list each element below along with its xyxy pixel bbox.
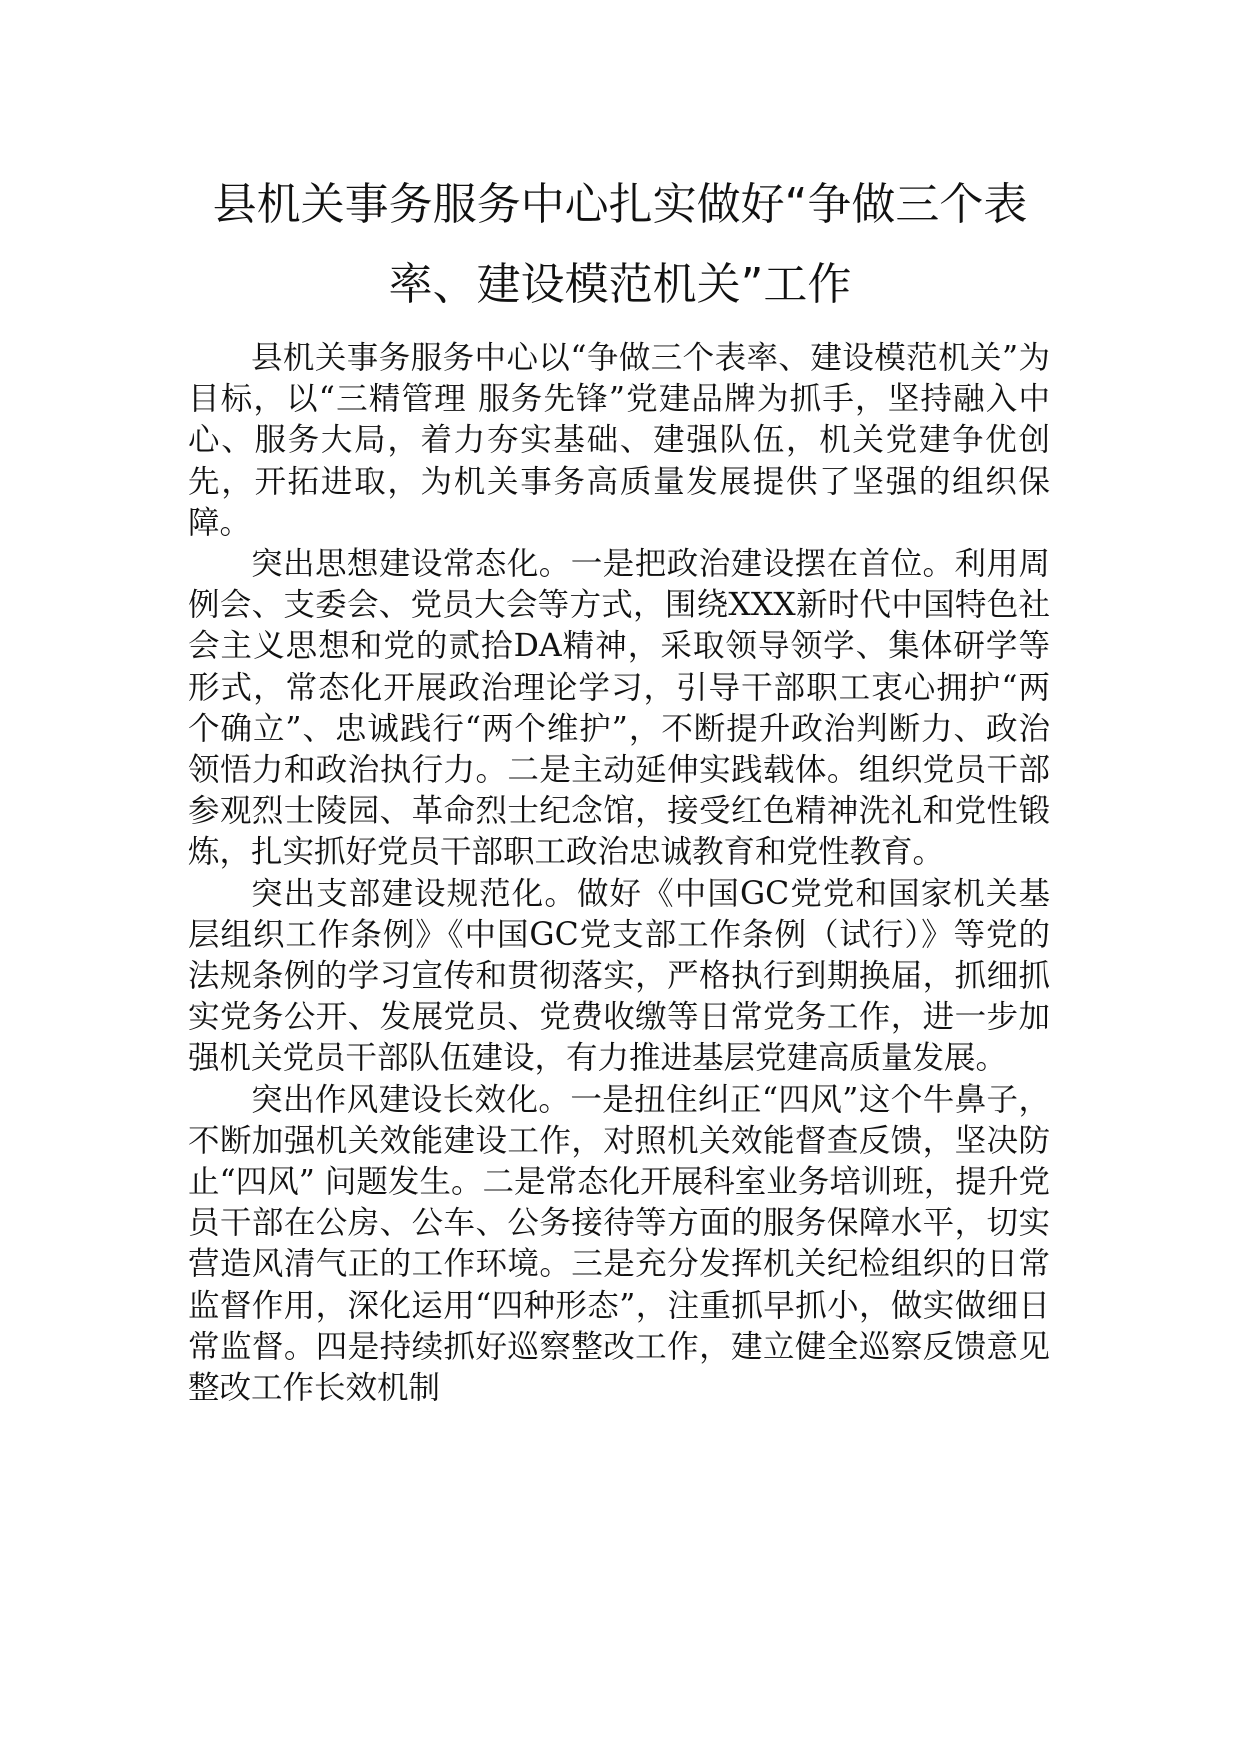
paragraph-branch-building: 突出支部建设规范化。做好《中国GC党党和国家机关基层组织工作条例》《中国GC党支部工作条例（试行）》等党的法规条例的学习宣传和贯彻落实，严格执行到期换届，抓细抓实党务公开、发展党员、党费收缴等日常党务工作，进一步加强机关党员干部队伍建设，有力推进基层党建高质量发展。 [188,875,1050,1077]
paragraph-work-style-building: 突出作风建设长效化。一是扭住纠正“四风”这个牛鼻子，不断加强机关效能建设工作，对照机关效能督查反馈，坚决防止“四风” 问题发生。二是常态化开展科室业务培训班，提升党员干部在公房、公车、公务接待等方面的服务保障水平，切实营造风清气正的工作环境。三是充分发挥机关纪检组织的日常监督作用，深化运用“四种形态”，注重抓早抓小，做实做细日常监督。四是持续抓好巡察整改工作，建立健全巡察反馈意见整改工作长效机制 [188,1081,1050,1407]
paragraph-intro: 县机关事务服务中心以“争做三个表率、建设模范机关”为目标，以“三精管理 服务先锋”党建品牌为抓手，坚持融入中心、服务大局，着力夯实基础、建强队伍，机关党建争优创先，开拓进取，为机关事务高质量发展提供了坚强的组织保障。 [188,340,1050,541]
document-title: 县机关事务服务中心扎实做好“争做三个表率、建设模范机关”工作 [212,179,1028,310]
document-body [188,338,1050,1409]
paragraph-ideological-building: 突出思想建设常态化。一是把政治建设摆在首位。利用周例会、支委会、党员大会等方式，围绕XXX新时代中国特色社会主义思想和党的贰拾DA精神，采取领导领学、集体研学等形式，常态化开展政治理论学习，引导干部职工衷心拥护“两个确立”、忠诚践行“两个维护”，不断提升政治判断力、政治领悟力和政治执行力。二是主动延伸实践载体。组织党员干部参观烈士陵园、革命烈士纪念馆，接受红色精神洗礼和党性锻炼，扎实抓好党员干部职工政治忠诚教育和党性教育。 [188,546,1050,871]
